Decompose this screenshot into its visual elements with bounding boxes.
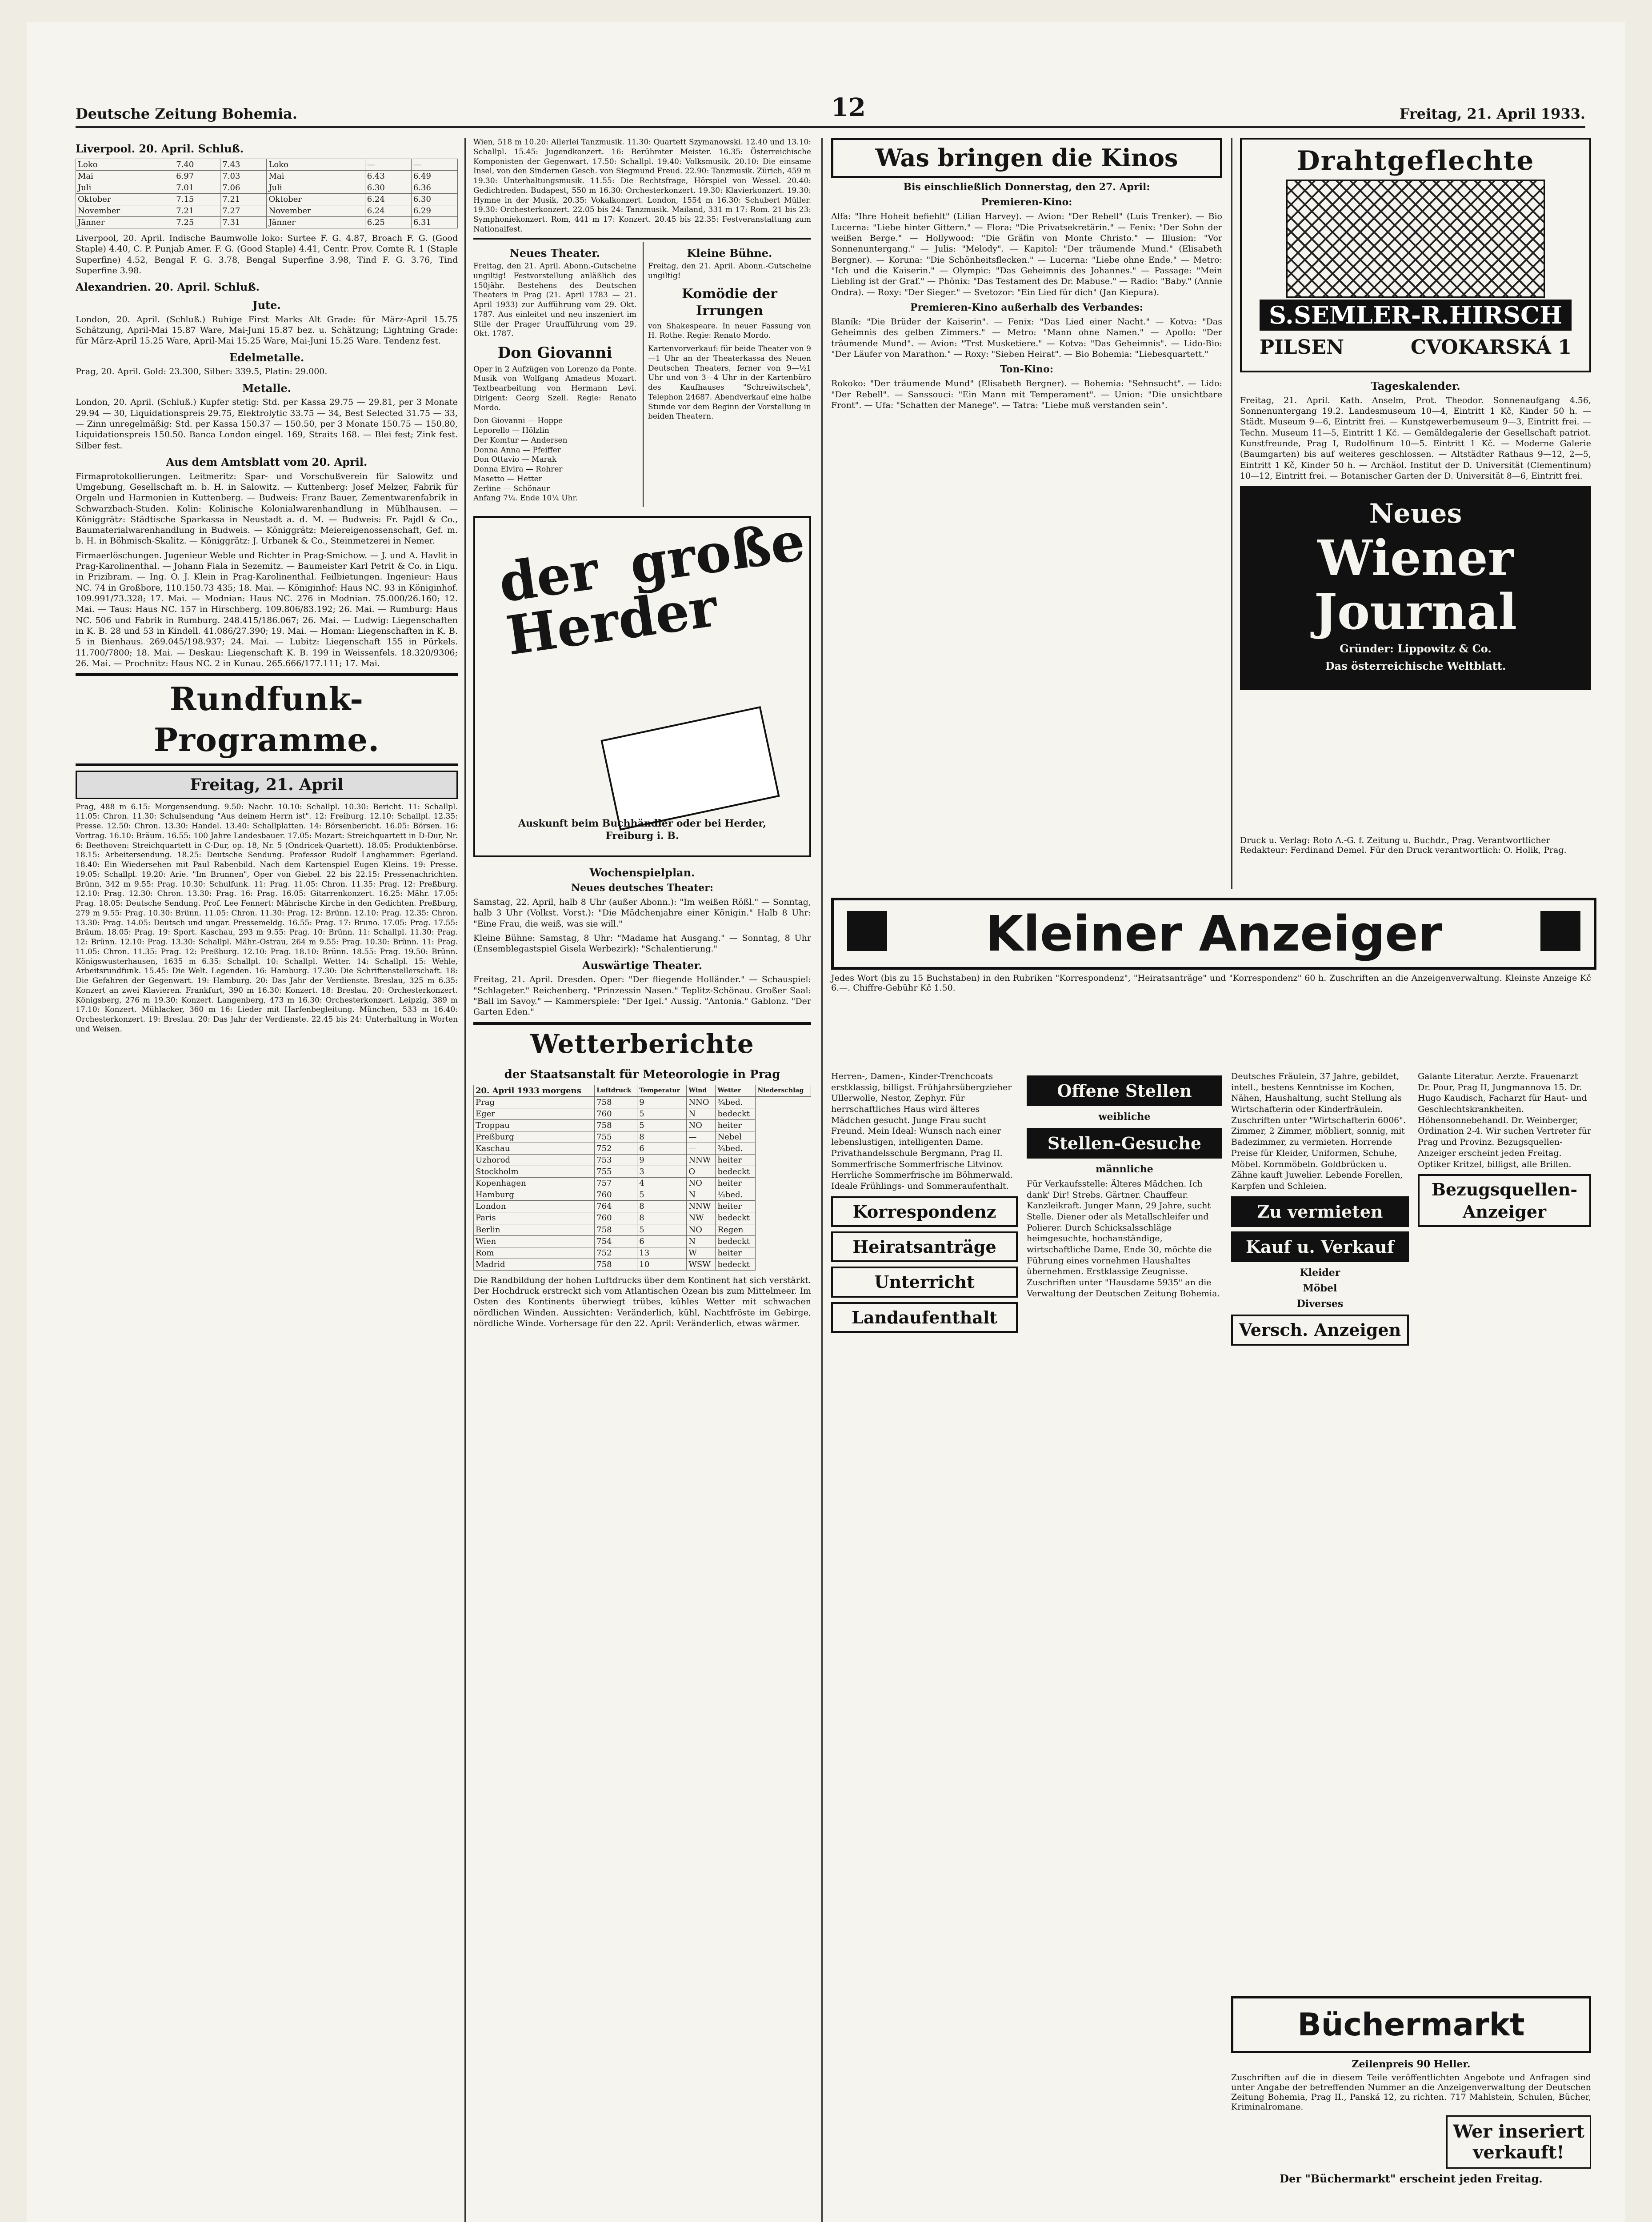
external-theatres-heading: Auswärtige Theater. (582, 959, 703, 972)
table-cell: N (687, 1189, 716, 1201)
table-cell: 6.30 (411, 193, 457, 205)
table-row (474, 1108, 811, 1120)
table-cell: NNO (687, 1097, 716, 1108)
cast-item: Don Ottavio — Marak (473, 455, 557, 464)
table-cell: — (687, 1131, 716, 1143)
cast-end: Anfang 7¼. Ende 10¼ Uhr. (473, 494, 578, 503)
wiener-tagline: Das österreichische Weltblatt. (1325, 659, 1506, 672)
liverpool-heading: Liverpool. 20. April. Schluß. (76, 142, 244, 155)
table-cell: — (365, 159, 411, 170)
table-cell: Mai (267, 170, 365, 182)
table-cell: 7.21 (174, 205, 220, 216)
table-row (474, 1247, 811, 1259)
classified-d-text: Galante Literatur. Aerzte. Frauenarzt Dr. Pour, Prag II, Jungmannova 15. Dr. Hugo Kaudisch, Facharzt für Haut- und Geschlechtskrankheiten. Höhensonnebehandl. Dr. Weinberger, Ordination 2-4. Wir suchen Vertreter für Prag und Provinz. Bezugsquellen-Anzeiger erscheint jeden Freitag. Optiker Kritzel, billigst, alle Brillen. (1418, 1071, 1591, 1169)
calendar-heading: Tageskalender. (1371, 380, 1460, 392)
table-cell: 13 (637, 1247, 687, 1259)
cast-item: Donna Elvira — Rohrer (473, 465, 563, 474)
masthead: Deutsche Zeitung Bohemia. (76, 105, 298, 122)
drahtgeflechte-ad (1240, 138, 1591, 372)
neues-theater-heading: Neues Theater. (509, 246, 600, 260)
table-cell: Nebel (716, 1131, 756, 1143)
table-cell: 757 (595, 1178, 637, 1189)
liverpool-text: Liverpool, 20. April. Indische Baumwolle loko: Surtee F. G. 4.87, Broach F. G. (Good Staple) 4.40, C. P. Punjab Amer. F. G. (Good Staple) 4.41, Centr. Prov. Comte R. 1 (Staple Superfine) 4.52, Bengal F. G. 3.78, Bengal Superfine 3.98, Tind F. G. 3.76, Tind Superfine 3.98. (76, 233, 458, 276)
table-cell: Loko (76, 159, 174, 170)
table-cell: 6.30 (365, 182, 411, 193)
herder-title: der große Herder (495, 510, 809, 668)
table-cell: 5 (637, 1224, 687, 1235)
table-cell: 8 (637, 1131, 687, 1143)
classified-a-text: Herren-, Damen-, Kinder-Trenchcoats erstklassig, billigst. Frühjahrsübergzieher Ullerwolle, Nestor, Zephyr. Für herrschaftliches Haus wird älteres Mädchen gesucht. Junge Frau sucht Freund. Mein Ideal: Wunsch nach einer lebenslustigen, intelligenten Dame. Privathandelsschule Bergmann, Prag II. Sommerfrische Sommerfrische Litvinov. Herrliche Sommerfrische im Böhmerwald. Ideale Frühlings- und Sommeraufenthalt. (831, 1071, 1013, 1191)
weather-column-header: Temperatur (637, 1085, 687, 1097)
wiener-journal-ad (1240, 486, 1591, 690)
column-rule (464, 138, 466, 2222)
city: PILSEN (1260, 336, 1344, 359)
table-cell: 6 (637, 1143, 687, 1155)
premiere-kino2-text: Blaník: "Die Brüder der Kaiserin". — Fenix: "Das Lied einer Nacht." — Kotva: "Das Geheimnis des gelben Zimmers." — Metro: "Mann ohne Namen." — Apollo: "Der träumende Mund". — Avion: "Trst Musketiere." — Kotva: "Das Geheimnis". — Lido-Bio: "Der Läufer von Marathon." — Roxy: "Sieben Heirat". — Bio Bohemia: "Liebesquartett." (831, 317, 1222, 360)
premiere-kino2-heading: Premieren-Kino außerhalb des Verbandes: (910, 301, 1144, 313)
table-cell: 6 (637, 1235, 687, 1247)
classified-intro: Jedes Wort (bis zu 15 Buchstaben) in den Rubriken "Korrespondenz", "Heiratsanträge" und "Korrespondenz" 60 h. Zuschriften an die Anzeigenverwaltung. Kleinste Anzeige Kč 6.—. Chiffre-Gebühr Kč 1.50. (831, 973, 1591, 993)
table-cell: Kopenhagen (474, 1178, 595, 1189)
table-cell: Oktober (267, 193, 365, 205)
gazette-text: Firmaprotokollierungen. Leitmeritz: Spar- und Vorschußverein für Salowitz und Umgebung, Gesellschaft m. b. H. in Salowitz. — Kuttenberg: Josef Melzer, Fabrik für Orgeln und Harmonien in Kuttenberg. — Budweis: Franz Bauer, Zementwarenfabrik in Schwarzbach-Studen. Kolin: Kolinische Kolonialwarenhandlung in Mühlhausen. — Königgrätz: Städtische Sparkassa in Neustadt a. d. M. — Budweis: Fr. Pajdl & Co., Baumaterialwarenhandlung in Budweis. — Königgrätz: Meiereigenossenschaft, Gef. m. b. H. in Böhmisch-Skalitz. — Königgrätz: J. Urbanek & Co., Steinmetzerei in Nemer. (76, 471, 458, 546)
label-zu-vermieten: Zu vermieten (1231, 1196, 1409, 1227)
table-cell: 764 (595, 1201, 637, 1212)
table-cell: ¼bed. (716, 1189, 756, 1201)
buechermarkt-footer: Der "Büchermarkt" erscheint jeden Freitag. (1280, 2172, 1543, 2185)
liverpool-table (76, 159, 458, 228)
weather-table (473, 1085, 811, 1271)
table-cell: Troppau (474, 1120, 595, 1131)
table-cell: November (76, 205, 174, 216)
table-cell: — (687, 1143, 716, 1155)
semler-hirsch: S.SEMLER-R.HIRSCH (1260, 300, 1572, 331)
table-cell: Hamburg (474, 1189, 595, 1201)
cast-item: Leporello — Hölzlin (473, 426, 549, 436)
table-cell: 753 (595, 1155, 637, 1166)
label-versch-anzeigen: Versch. Anzeigen (1231, 1315, 1409, 1345)
table-cell: O (687, 1166, 716, 1178)
weekly-program-text: Samstag, 22. April, halb 8 Uhr (außer Abonn.): "Im weißen Rößl." — Sonntag, halb 3 Uhr (Volkst. Vorst.): "Die Mädchenjahre einer Königin." Halb 8 Uhr: "Eine Frau, die weiß, was sie will." (473, 897, 811, 929)
table-cell: NW (687, 1212, 716, 1224)
table-cell: 7.03 (220, 170, 267, 182)
column-rule (821, 138, 823, 2222)
table-row (76, 182, 458, 193)
table-row (474, 1155, 811, 1166)
label-unterricht: Unterricht (831, 1267, 1018, 1297)
wiener-journal-title: Wiener Journal (1314, 529, 1517, 641)
table-cell: 6.24 (365, 205, 411, 216)
precious-metals-text: Prag, 20. April. Gold: 23.300, Silber: 339.5, Platin: 29.000. (76, 367, 328, 377)
table-cell: Oktober (76, 193, 174, 205)
table-cell: bedeckt (716, 1212, 756, 1224)
buechermarkt-heading: Büchermarkt (1231, 1996, 1591, 2053)
drahtgeflechte-title: Drahtgeflechte (1296, 145, 1535, 176)
don-giovanni-title: Don Giovanni (497, 344, 612, 362)
tonkino-heading: Ton-Kino: (1000, 364, 1053, 376)
table-row (474, 1212, 811, 1224)
table-cell: 6.29 (411, 205, 457, 216)
kleiner-anzeiger-title: Kleiner Anzeiger (985, 905, 1443, 962)
wire-mesh-illustration (1286, 180, 1545, 298)
table-row (474, 1143, 811, 1155)
weather-text: Die Randbildung der hohen Luftdrucks über dem Kontinent hat sich verstärkt. Der Hochdruck erstreckt sich vom Atlantischen Ozean bis zum Mittelmeer. Im Osten des Kontinents überwiegt trübes, kühles Wetter mit schwachen nördlichen Winden. Aussichten: Veränderlich, kühl, Nachtfröste im Gebirge, nördliche Winde. Vorhersage für den 22. April: Veränderlich, etwas wärmer. (473, 1275, 811, 1328)
table-cell: Mai (76, 170, 174, 182)
table-row (76, 170, 458, 182)
cinema-sub: Bis einschließlich Donnerstag, den 27. April: (903, 181, 1150, 193)
jute-heading: Jute. (252, 298, 281, 312)
alexandria-heading: Alexandrien. 20. April. Schluß. (76, 280, 260, 294)
table-cell: 752 (595, 1247, 637, 1259)
table-row (474, 1178, 811, 1189)
classified-b-text: Für Verkaufsstelle: Älteres Mädchen. Ich dank' Dir! Strebs. Gärtner. Chauffeur. Kanzleikraft. Junger Mann, 29 Jahre, sucht Stelle. Diener oder als Metallschleifer und Polierer. Durch Schicksalsschläge heimgesuchte, hochanständige, wirtschaftliche Dame, Ende 30, möchte die Führung eines vornehmen Haushaltes übernehmen. Erstklassige Zeugnisse. Zuschriften unter "Hausdame 5935" an die Verwaltung der Deutschen Zeitung Bohemia. (1027, 1179, 1220, 1299)
table-cell: 755 (595, 1166, 637, 1178)
label-korrespondenz: Korrespondenz (831, 1196, 1018, 1227)
table-cell: 7.25 (174, 216, 220, 228)
cast-list (473, 416, 636, 494)
table-cell: ¾bed. (716, 1097, 756, 1108)
kleine-buehne-weekly: Kleine Bühne: Samstag, 8 Uhr: "Madame hat Ausgang." — Sonntag, 8 Uhr (Ensemblegastspiel Gisela Werbezirk): "Schalentierung." (473, 933, 811, 954)
table-cell: 7.06 (220, 182, 267, 193)
table-cell: 7.01 (174, 182, 220, 193)
komoedie-text: von Shakespeare. In neuer Fassung von H. Rothe. Regie: Renato Mordo. (648, 321, 811, 340)
don-giovanni-text: Oper in 2 Aufzügen von Lorenzo da Ponte. Musik von Wolfgang Amadeus Mozart. Textbearbeitung von Hermann Levi. Dirigent: Georg Szell. Regie: Renato Mordo. (473, 364, 636, 412)
table-cell: 7.21 (220, 193, 267, 205)
kleine-buehne-heading: Kleine Bühne. (687, 246, 772, 260)
imprint: Druck u. Verlag: Roto A.-G. f. Zeitung u. Buchdr., Prag. Verantwortlicher Redakteur: Ferdinand Demel. Für den Druck verantwortlich: O. Holik, Prag. (1240, 835, 1567, 855)
kleider-sub: Kleider (1300, 1267, 1340, 1279)
weather-column-header: Niederschlag (756, 1085, 811, 1097)
buechermarkt-text: Zuschriften auf die in diesem Teile veröffentlichten Angebote und Anfragen sind unter Angabe der betreffenden Nummer an die Anzeigenverwaltung der Deutschen Zeitung Bohemia, Prag II., Panská 12, zu richten. 717 Mahlstein, Schulen, Bücher, Kriminalromane. (1231, 2073, 1591, 2112)
banner-square-right (1540, 911, 1580, 951)
external-theatres-text: Freitag, 21. April. Dresden. Oper: "Der fliegende Holländer." — Schauspiel: "Schlageter." Reichenberg. "Prinzessin Nasen." Teplitz-Schönau. Großer Saal: "Ball im Savoy." — Kammerspiele: "Der Igel." Aussig. "Antonia." Gablonz. "Der Garten Eden." (473, 975, 811, 1017)
table-cell: bedeckt (716, 1235, 756, 1247)
premiere-kino-text: Alfa: "Ihre Hoheit befiehlt" (Lilian Harvey). — Avion: "Der Rebell" (Luis Trenker). — Bio Lucerna: "Liebe hinter Gittern." — Flora: "Die Privatsekretärin." — Fenix: "Der Sohn der weißen Berge." — Hollywood: "Die Gräfin von Monte Christo." — Illusion: "Vor Sonnenuntergang." — Julis: "Melody". — Kapitol: "Der träumende Mund." (Elisabeth Bergner). — Koruna: "Die Schönheitsflecken." — Lucerna: "Liebe ohne Ende." — Metro: "Ich und die Kaiserin." — Olympic: "Das Geheimnis des Johannes." — Passage: "Mein Liebling ist der Graf." — Phönix: "Das Testament des Dr. Mabuse." — Radio: "Baby." (Annie Ondra). — Roxy: "Der Sieger." — Svetozor: "Ein Lied für dich" (Jan Kiepura). (831, 212, 1222, 297)
table-row (474, 1166, 811, 1178)
table-cell: Preßburg (474, 1131, 595, 1143)
weather-date: 20. April 1933 morgens (474, 1085, 595, 1097)
weekly-program-heading: Wochenspielplan. (589, 866, 695, 879)
herder-book-illustration (600, 706, 780, 831)
table-cell: Jänner (76, 216, 174, 228)
table-cell: Madrid (474, 1259, 595, 1270)
table-cell: NO (687, 1224, 716, 1235)
table-cell: 6.31 (411, 216, 457, 228)
issue-date: Freitag, 21. April 1933. (1399, 105, 1585, 122)
radio-programs-heading: Rundfunk-Programme. (76, 673, 458, 766)
kleine-buehne-text: Freitag, den 21. April. Abonn.-Gutscheine ungiltig! (648, 262, 811, 280)
weather-column-header: Luftdruck (595, 1085, 637, 1097)
table-cell: 9 (637, 1097, 687, 1108)
table-cell: 6.49 (411, 170, 457, 182)
offene-stellen-sub: weibliche (1098, 1111, 1151, 1123)
banner-square-left (847, 911, 887, 951)
table-cell: Loko (267, 159, 365, 170)
column-rule (1231, 138, 1232, 889)
stellen-gesuche-sub: männliche (1096, 1163, 1153, 1175)
table-row (76, 193, 458, 205)
street: CVOKARSKÁ 1 (1410, 336, 1572, 359)
weather-column-header: Wetter (716, 1085, 756, 1097)
premiere-kino-heading: Premieren-Kino: (981, 196, 1072, 208)
table-cell: 7.27 (220, 205, 267, 216)
table-cell: Jänner (267, 216, 365, 228)
table-cell: Prag (474, 1097, 595, 1108)
table-cell: 7.40 (174, 159, 220, 170)
kartenvorverkauf: Kartenvorverkauf: für beide Theater von 9—1 Uhr an der Theaterkassa des Neuen Deutschen Theaters, ferner von 9—½1 Uhr und von 3—4 Uhr in der Kartenbüro des Kaufhauses "Schreiwitschek", Telephon 24687. Abendverkauf eine halbe Stunde vor dem Beginn der Vorstellung in beiden Theatern. (648, 344, 811, 421)
table-cell: NNW (687, 1155, 716, 1166)
jute-text: London, 20. April. (Schluß.) Ruhige First Marks Alt Grade: für März-April 15.75 Schätzung, April-Mai 15.87 Ware, Mai-Juni 15.87 bez. u. Schätzung; Lightning Grade: für März-April 15.25 Ware, April-Mai 15.25 Ware, Mai-Juni 15.25 Ware. Tendenz fest. (76, 314, 458, 346)
table-cell: heiter (716, 1120, 756, 1131)
table-cell: NO (687, 1178, 716, 1189)
table-cell: heiter (716, 1155, 756, 1166)
radio-programs-text: Prag, 488 m 6.15: Morgensendung. 9.50: Nachr. 10.10: Schallpl. 10.30: Bericht. 11: Schallpl. 11.05: Chron. 11.30: Schulsendung "Aus deinem Herrn ist". 12: Freiburg. 12.10: Schallpl. 12.35: Presse. 12.50: Chron. 13.30: Handel. 13.40: Schallplatten. 14: Börsenbericht. 16.05: Börsen. 16: Vortrag. 16.10: Bräum. 16.55: 100 Jahre Landesbauer. 17.05: Mozart: Streichquartett in D-Dur, Nr. 6: Beethoven: Streichquartett in C-Dur, op. 18, Nr. 5 (Ondricek-Quartett). 18.05: Produktenbörse. 18.15: Arbeitersendung. 18.25: Deutsche Sendung. Professor Rudolf Langhammer: Egerland. 18.40: Ein Wiedersehen mit Paul Rabenbild. Nach dem Kartenspiel Eugen Kleins. 19: Presse. 19.05: Schallpl. 19.20: Arie. "Im Brunnen", Oper von Giebel. 22 bis 22.15: Pressenachrichten. Brünn, 342 m 9.55: Prag. 10.30: Schulfunk. 11: Prag. 11.05: Chron. 11.35: Prag. 12: Preßburg. 12.10: Prag. 12.30: Chron. 13.30: Prag. 16: Prag. 16.05: Gitarrenkonzert. 16.25: Mähr. 17.05: Prag. 18.05: Deutsche Sendung. Prof. Lee Fennert: Mährische Kirche in den Gedichten. Preßburg, 279 m 9.55: Prag. 10.30: Brünn. 11.05: Chron. 11.30: Prag. 12: Brünn. 12.10: Prag. 12.35: Chron. 13.30: Prag. 14.05: Deutsch und ungar. Pressemeldg. 16.55: Prag. 17: Bruno. 17.05: Prag. 17.55: Bräum. 18.05: Prag. 19: Sport. Kaschau, 293 m 9.55: Prag. 10: Brünn. 11: Schallpl. 11.30: Prag. 12: Brünn. 12.10: Prag. 13.30: Schallpl. Mähr.-Ostrau, 264 m 9.55: Prag. 10.30: Brünn. 11: Prag. 11.05: Chron. 11.35: Prag. 12: Preßburg. 12.10: Prag. 18.10: Brünn. 18.55: Prag. 19.50: Brünn. Königswusterhausen, 1635 m 6.35: Schallpl. 10: Schallpl. Wetter. 14: Schallpl. 15: Wehle, Arbeitsrundfunk. 15.45: Die Welt. Legenden. 16: Hamburg. 17.30: Die Schriftenstellerschaft. 18: Die Gefahren der Gegenwart. 19: Hamburg. 20: Das Jahr der Verdienste. Breslau, 325 m 6.35: Konzert an zwei Klavieren. Frankfurt, 390 m 16.30: Konzert. 18: Breslau. 20: Orchesterkonzert. Königsberg, 276 m 19.30: Konzert. Langenberg, 473 m 16.30: Orchesterkonzert. Leipzig, 389 m 17.10: Konzert. Mühlacker, 360 m 16: Lieder mit Harfenbegleitung. München, 533 m 16.40: Orchesterkonzert. 19: Breslau. 20: Das Jahr der Verdienste. 22.45 bis 24: Unterhaltung in Worten und Weisen. (76, 802, 458, 1034)
classified-col-b (1027, 1071, 1222, 2222)
column-markets-radio (76, 138, 458, 2222)
table-cell: WSW (687, 1259, 716, 1270)
table-cell: 6.97 (174, 170, 220, 182)
table-cell: London (474, 1201, 595, 1212)
label-offene-stellen: Offene Stellen (1027, 1075, 1222, 1106)
table-cell: 5 (637, 1189, 687, 1201)
cast-item: Masetto — Hetter (473, 474, 542, 484)
label-stellen-gesuche: Stellen-Gesuche (1027, 1128, 1222, 1159)
komoedie-title: Komödie der Irrungen (682, 286, 777, 319)
cast-item: Zerline — Schönaur (473, 484, 550, 493)
herder-footer: Auskunft beim Buchhändler oder bei Herder, Freiburg i. B. (518, 817, 766, 842)
buechermarkt-sub: Zeilenpreis 90 Heller. (1352, 2058, 1471, 2070)
cinema-heading: Was bringen die Kinos (831, 138, 1222, 178)
table-cell: 754 (595, 1235, 637, 1247)
table-row (474, 1120, 811, 1131)
table-cell: ¾bed. (716, 1143, 756, 1155)
table-cell: N (687, 1235, 716, 1247)
wer-inseriert: Wer inseriert verkauft! (1446, 2115, 1591, 2169)
label-kauf-verkauf: Kauf u. Verkauf (1231, 1231, 1409, 1262)
table-row (474, 1097, 811, 1108)
table-cell: Rom (474, 1247, 595, 1259)
metals-text: London, 20. April. (Schluß.) Kupfer stetig: Std. per Kassa 29.75 — 29.81, per 3 Monate 29.94 — 30, Liquidationspreis 29.75, Elektrolytic 33.75 — 34, Best Selected 31.75 — 33, — Zinn unregelmäßig: Std. per Kassa 150.37 — 150.50, per 3 Monate 150.75 — 150.80, Liquidationspreis 150.50. Banca London eingel. 169, Straits 168. — Blei fest; Zink fest. Silber fest. (76, 397, 458, 451)
table-cell: 5 (637, 1120, 687, 1131)
weather-heading: Wetterberichte (473, 1022, 811, 1063)
table-row (76, 216, 458, 228)
table-row (474, 1224, 811, 1235)
calendar-text: Freitag, 21. April. Kath. Anselm, Prot. Theodor. Sonnenaufgang 4.56, Sonnenuntergang 19.2. Landesmuseum 10—4, Eintritt 1 Kč, Kinder 50 h. — Städt. Museum 9—6, Eintritt frei. — Kunstgewerbemuseum 9—3, Eintritt frei. — Techn. Museum 11—5, Eintritt 1 Kč. — Gemäldegalerie der Gesellschaft patriot. Kunstfreunde, Prag I, Rudolfinum 10—5. Eintritt 1 Kč. — Moderne Galerie (Baumgarten) bis auf weiteres geschlossen. — Altstädter Rathaus 9—12, 2—5, Eintritt 1 Kč, Kinder 50 h. — Archäol. Institut der D. Universität (Clementinum) 10—12, Eintritt frei. — Botanischer Garten der D. Universität 8—6, Eintritt frei. (1240, 395, 1591, 481)
radio-date: Freitag, 21. April (76, 771, 458, 799)
table-cell: Wien (474, 1235, 595, 1247)
table-cell: 7.31 (220, 216, 267, 228)
classified-col-a (831, 1071, 1018, 2222)
table-cell: N (687, 1108, 716, 1120)
label-landaufenthalt: Landaufenthalt (831, 1302, 1018, 1333)
page-number: 12 (831, 93, 866, 122)
table-cell: 7.15 (174, 193, 220, 205)
table-cell: 9 (637, 1155, 687, 1166)
weather-column-header: Wind (687, 1085, 716, 1097)
table-cell: 6.43 (365, 170, 411, 182)
table-cell: 758 (595, 1259, 637, 1270)
table-cell: heiter (716, 1247, 756, 1259)
table-cell: 4 (637, 1178, 687, 1189)
table-cell: November (267, 205, 365, 216)
tonkino-text: Rokoko: "Der träumende Mund" (Elisabeth Bergner). — Bohemia: "Sehnsucht". — Lido: "Der Rebell". — Sanssouci: "Ein Mann mit Temperament". — Union: "Die unsichtbare Front". — Ufa: "Schatten der Manege". — Tatra: "Liebe muß verstanden sein". (831, 379, 1222, 411)
table-cell: 758 (595, 1224, 637, 1235)
wiener-founder: Gründer: Lippowitz & Co. (1340, 642, 1492, 655)
theatre-box (473, 238, 811, 508)
table-cell: W (687, 1247, 716, 1259)
table-cell: Kaschau (474, 1143, 595, 1155)
table-cell: 755 (595, 1131, 637, 1143)
table-cell: Regen (716, 1224, 756, 1235)
table-row (76, 159, 458, 170)
table-cell: NO (687, 1120, 716, 1131)
column-cinema (831, 138, 1222, 889)
table-cell: 5 (637, 1108, 687, 1120)
table-cell: bedeckt (716, 1259, 756, 1270)
classified-c-text: Deutsches Fräulein, 37 Jahre, gebildet, intell., bestens Kenntnisse im Kochen, Nähen, Haushaltung, sucht Stellung als Wirtschafterin oder Kinderfräulein. Zuschriften unter "Wirtschafterin 6006". Zimmer, 2 Zimmer, möbliert, sonnig, mit Badezimmer, zu vermieten. Horrende Preise für Kleider, Uniformen, Schuhe, Möbel. Kornmöbeln. Goldbrücken u. Zähne kauft Juwelier. Lebende Forellen, Karpfen und Schleien. (1231, 1071, 1406, 1191)
page-header (76, 93, 1585, 128)
label-bezugsquellen: Bezugsquellen-Anzeiger (1418, 1174, 1591, 1227)
address-row (1260, 335, 1572, 360)
column-theatre-weather (473, 138, 811, 2222)
moebel-sub: Möbel (1303, 1282, 1337, 1294)
neues-theater (473, 242, 636, 508)
table-row (474, 1201, 811, 1212)
table-cell: 758 (595, 1097, 637, 1108)
table-cell: heiter (716, 1178, 756, 1189)
table-cell: 7.43 (220, 159, 267, 170)
table-cell: Eger (474, 1108, 595, 1120)
column-calendar (1240, 138, 1591, 889)
diverses-sub: Diverses (1296, 1298, 1344, 1310)
table-cell: 760 (595, 1189, 637, 1201)
gazette-heading: Aus dem Amtsblatt vom 20. April. (166, 455, 368, 468)
table-cell: bedeckt (716, 1108, 756, 1120)
table-cell: 6.36 (411, 182, 457, 193)
table-cell: Juli (76, 182, 174, 193)
kleine-buehne (643, 242, 811, 508)
cast-item: Der Komtur — Andersen (473, 436, 568, 445)
neues-theater-text: Freitag, den 21. April. Abonn.-Gutscheine ungiltig! Festvorstellung anläßlich des 150jähr. Bestehens des Deutschen Theaters in Prag (21. April 1783 — 21. April 1933) zur Aufführung vom 29. Okt. 1787. Aus einleitet und neu inszeniert im Stile der Prager Uraufführung vom 29. Okt. 1787. (473, 262, 636, 339)
table-cell: 3 (637, 1166, 687, 1178)
table-row (474, 1131, 811, 1143)
table-cell: Paris (474, 1212, 595, 1224)
table-cell: 760 (595, 1212, 637, 1224)
herder-advertisement (473, 510, 811, 857)
table-cell: heiter (716, 1201, 756, 1212)
table-cell: — (411, 159, 457, 170)
table-cell: Berlin (474, 1224, 595, 1235)
table-row (76, 205, 458, 216)
buechermarkt-section (1231, 1991, 1591, 2188)
weekly-program-sub: Neues deutsches Theater: (571, 882, 713, 894)
metals-heading: Metalle. (242, 381, 292, 395)
table-row (474, 1259, 811, 1270)
table-cell: Uzhorod (474, 1155, 595, 1166)
table-cell: NNW (687, 1201, 716, 1212)
table-cell: Juli (267, 182, 365, 193)
precious-metals-heading: Edelmetalle. (229, 351, 304, 364)
cast-item: Don Giovanni — Hoppe (473, 416, 563, 426)
auctions-text: Firmaerlöschungen. Jugenieur Weble und Richter in Prag-Smichow. — J. und A. Havlit in Prag-Karolinenthal. — Johann Fiala in Sezemitz. — Baumeister Karl Petrit & Co. in Liqu. in Prizibram. — Ing. O. J. Klein in Prag-Karolinenthal. Feilbietungen. Ingenieur: Haus NC. 74 in Großbore, 110.150.73 435; 18. Mai. — Königinhof: Haus NC. 93 in Königinhof. 109.991/73.328; 17. Mai. — Modnian: Haus NC. 276 in Modnian. 75.000/26.160; 12. Mai. — Taus: Haus NC. 157 in Hirschberg. 109.806/83.192; 26. Mai. — Rumburg: Haus NC. 506 und Fabrik in Rumburg. 248.415/186.067; 26. Mai. — Ludwig: Liegenschaften in K. B. 28 und 53 in Kindell. 41.086/27.390; 19. Mai. — Homan: Liegenschaften in K. B. 5 in Bienhaus. 269.045/198.937; 24. Mai. — Lubitz: Liegenschaft 155 in Pürkels. 11.700/7800; 18. Mai. — Deskau: Liegenschaft K. B. 199 in Weissenfels. 18.320/9306; 26. Mai. — Prochnitz: Haus NC. 2 in Kunau. 265.666/177.111; 17. Mai. (76, 550, 458, 668)
table-row (474, 1189, 811, 1201)
table-cell: 10 (637, 1259, 687, 1270)
label-heiratsantraege: Heiratsanträge (831, 1231, 1018, 1262)
kleiner-anzeiger-banner (831, 898, 1596, 970)
table-cell: 6.24 (365, 193, 411, 205)
table-cell: 6.25 (365, 216, 411, 228)
table-cell: 760 (595, 1108, 637, 1120)
table-cell: bedeckt (716, 1166, 756, 1178)
table-cell: 8 (637, 1201, 687, 1212)
table-cell: Stockholm (474, 1166, 595, 1178)
table-cell: 8 (637, 1212, 687, 1224)
table-cell: 752 (595, 1143, 637, 1155)
weather-sub: der Staatsanstalt für Meteorologie in Prag (504, 1067, 780, 1081)
wiener-neues: Neues (1369, 498, 1462, 530)
table-row (474, 1235, 811, 1247)
table-cell: 758 (595, 1120, 637, 1131)
radio-continued-text: Wien, 518 m 10.20: Allerlei Tanzmusik. 11.30: Quartett Szymanowski. 12.40 und 13.10: Schallpl. 15.45: Jugendkonzert. 16: Berühmter Meister. 16.35: Österreichische Komponisten der Gegenwart. 17.50: Schallpl. 19.40: Volksmusik. 20.10: Die einsame Insel, von den Sindernen Gesch. von Siegmund Freud. 22.90: Tanzmusik. Zürich, 459 m 19.30: Unterhaltungsmusik. 11.55: Die Rechtsfrage, Hörspiel von Wessel. 20.40: Gedichtreden. Budapest, 550 m 16.30: Orchesterkonzert. 19.30: Klavierkonzert. 19.30: Hymne in der Musik. 20.35: Vokalkonzert. London, 1554 m 16.30: Schubert Müller. 19.30: Orchesterkonzert. 22.05 bis 24: Tanzmusik. Mailand, 331 m 17: Rom. 21 bis 23: Symphoniekonzert. Rom, 441 m 17: Konzert. 20.45 bis 22.35: Festveranstaltung zum Nationalfest. (473, 138, 811, 234)
cast-item: Donna Anna — Pfeiffer (473, 445, 561, 455)
